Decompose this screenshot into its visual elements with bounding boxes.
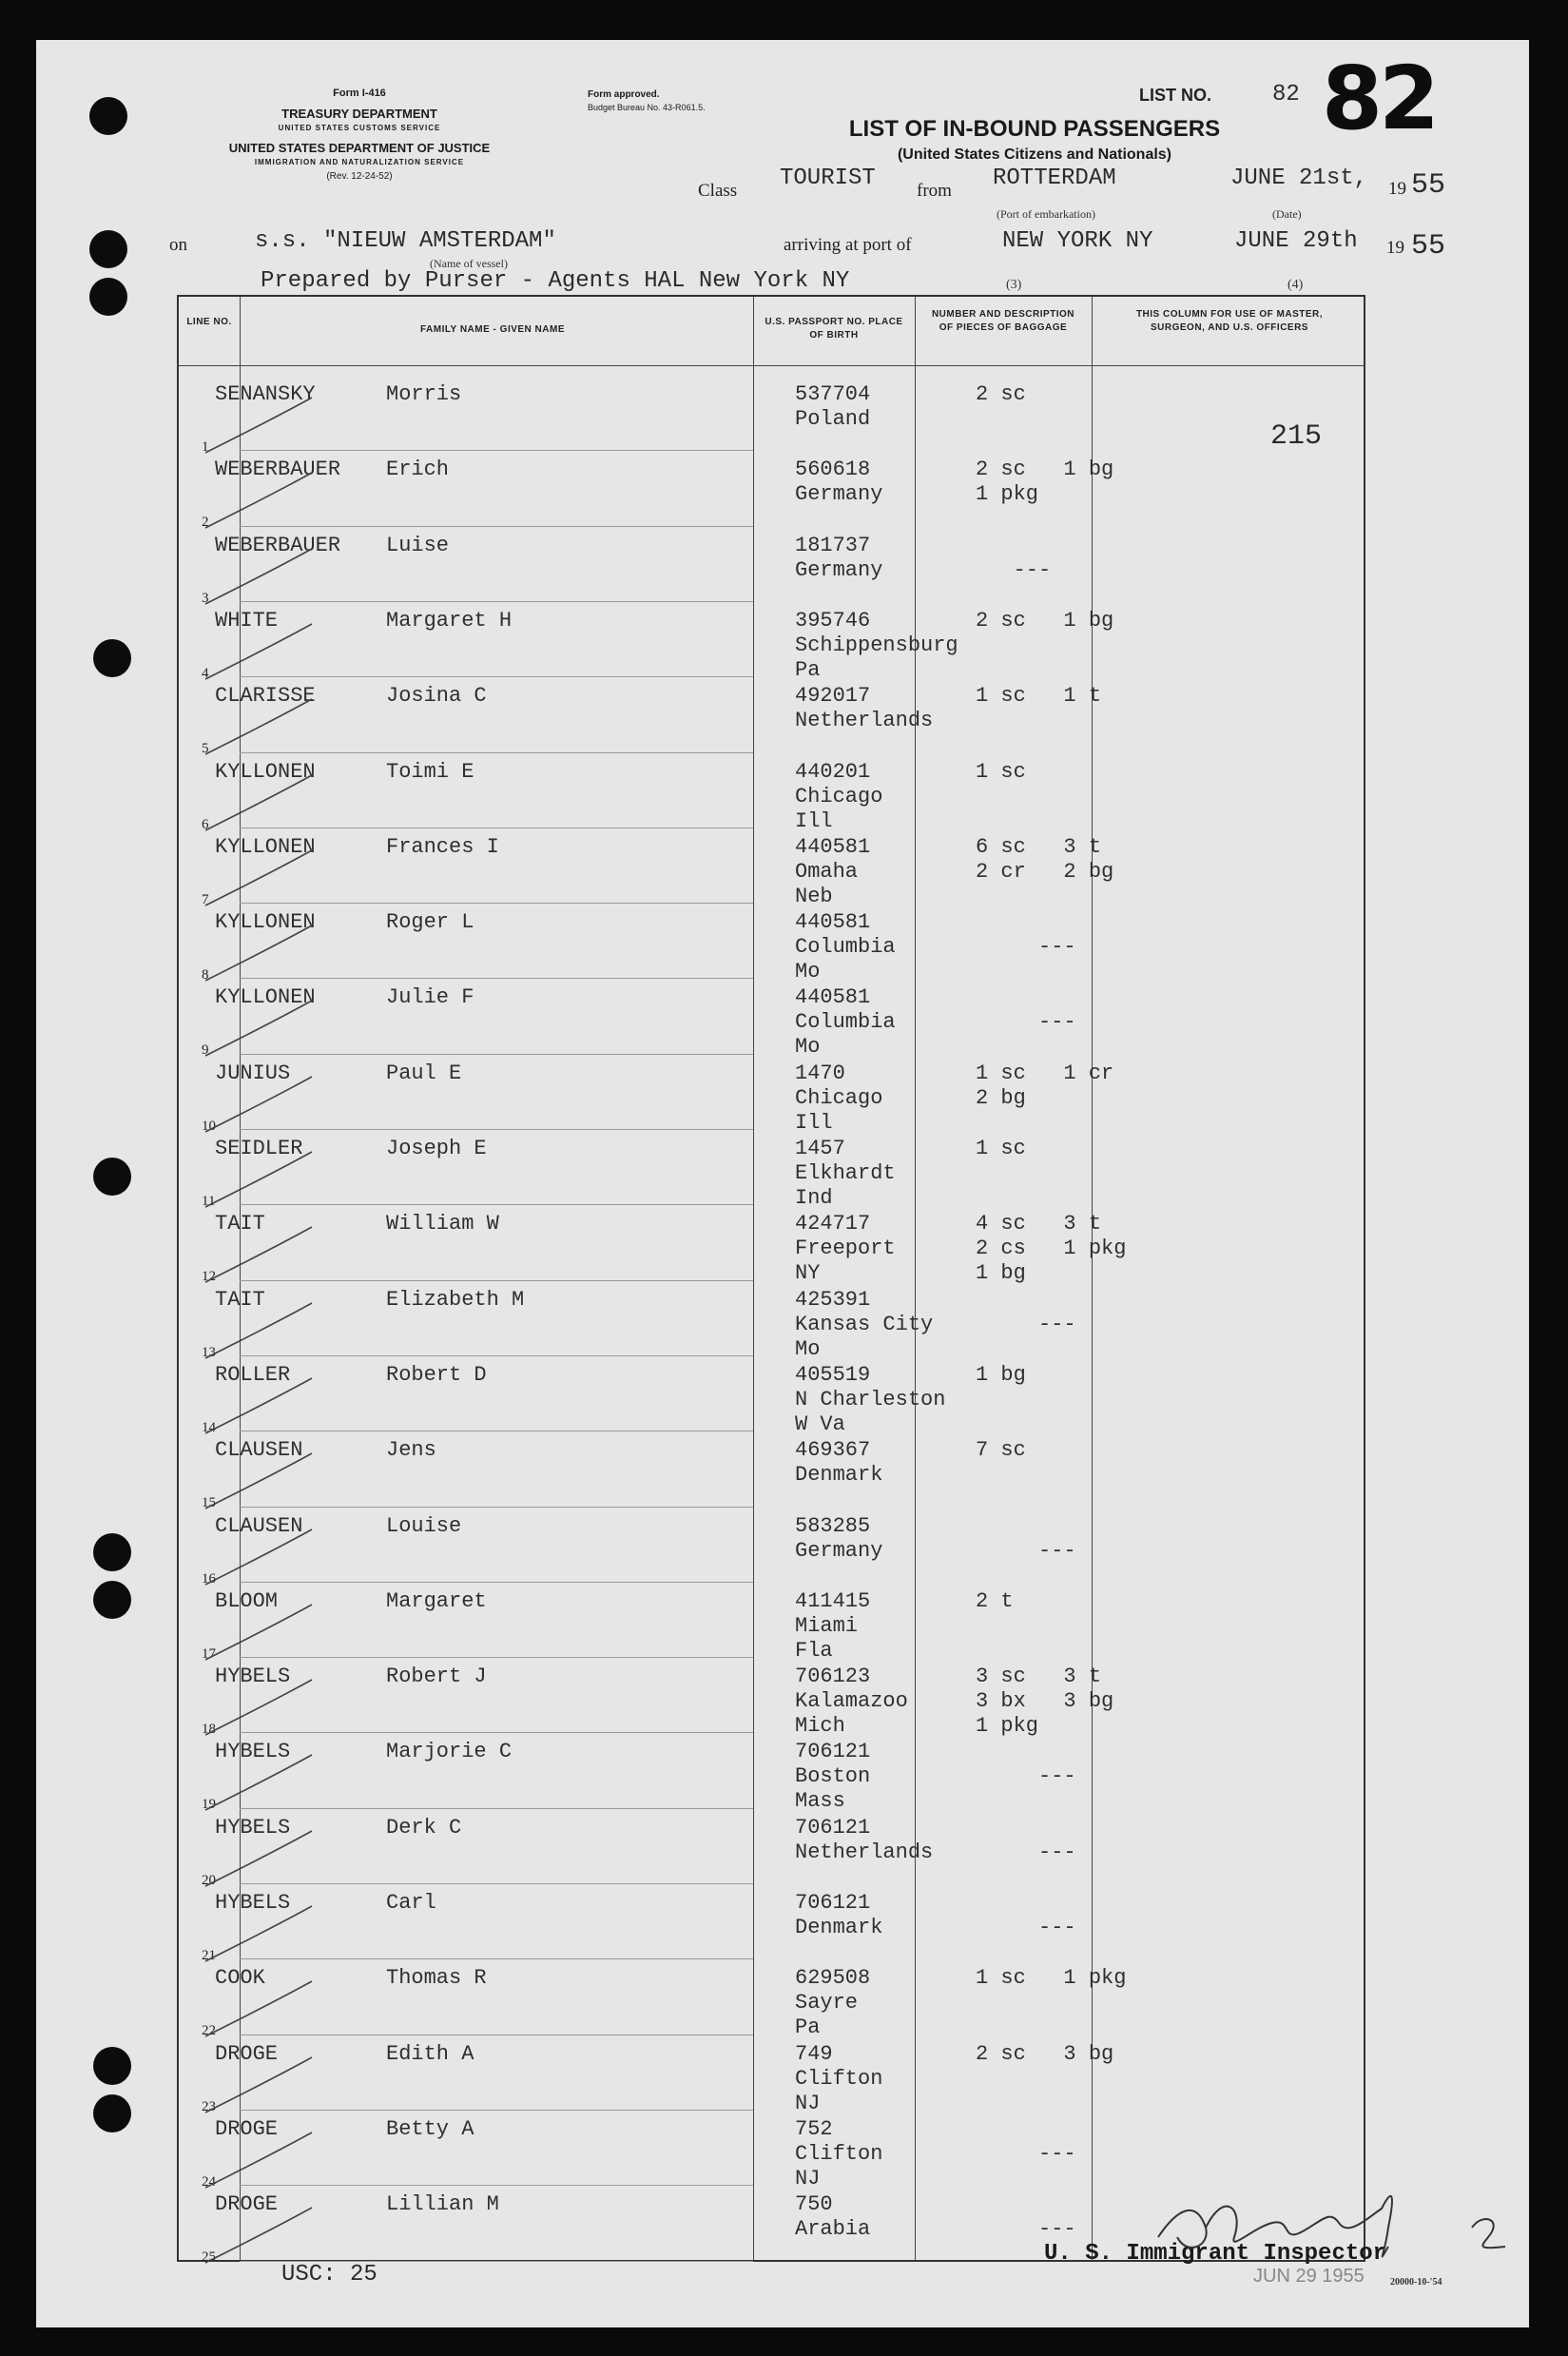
col4-caption: (4): [1287, 278, 1304, 292]
given-name: Joseph E: [386, 1137, 487, 1160]
passport-birthplace: 749 Clifton NJ: [795, 2041, 883, 2115]
table-row: [179, 458, 1367, 533]
given-name: Betty A: [386, 2116, 474, 2141]
baggage: 7 sc: [976, 1438, 1026, 1463]
given-name: Lillian M: [386, 2192, 499, 2217]
table-row: [179, 534, 1367, 609]
form-number: Form I-416: [333, 88, 386, 99]
baggage: ---: [1038, 2141, 1076, 2166]
given-name: William W: [386, 1212, 499, 1236]
check-mark: [198, 1522, 321, 1598]
punch-hole: [93, 2047, 131, 2085]
passport-birthplace: 560618 Germany: [795, 458, 883, 507]
row-divider: [240, 450, 753, 451]
baggage: ---: [1038, 1538, 1076, 1563]
usc-count: USC: 25: [281, 2262, 377, 2288]
form-approved: Form approved.: [588, 89, 660, 100]
line-number: 25: [202, 2249, 216, 2266]
check-mark: [198, 2050, 321, 2126]
col-name: FAMILY NAME - GIVEN NAME: [419, 324, 565, 335]
check-mark: [198, 918, 321, 994]
family-name: KYLLONEN: [215, 985, 316, 1010]
baggage: 2 sc 1 bg 1 pkg: [976, 458, 1114, 507]
given-name: Robert J: [386, 1665, 487, 1689]
baggage: 2 sc 1 bg: [976, 608, 1114, 633]
family-name: DROGE: [215, 2116, 279, 2141]
line-number: 20: [202, 1872, 216, 1888]
check-mark: [198, 1747, 321, 1823]
row-divider: [240, 1732, 753, 1733]
baggage: 4 sc 3 t 2 cs 1 pkg 1 bg: [976, 1212, 1127, 1286]
passport-birthplace: 424717 Freeport NY: [795, 1212, 896, 1286]
table-row: [179, 1363, 1367, 1438]
passport-birthplace: 1470 Chicago Ill: [795, 1061, 883, 1135]
given-name: Paul E: [386, 1061, 462, 1085]
baggage: ---: [1038, 1840, 1076, 1864]
table-row: [179, 1288, 1367, 1363]
given-name: Morris: [386, 382, 462, 406]
given-name: Erich: [386, 458, 450, 482]
family-name: CLARISSE: [215, 684, 316, 709]
line-number: 22: [202, 2023, 216, 2039]
family-name: KYLLONEN: [215, 759, 316, 784]
passport-birthplace: 583285 Germany: [795, 1513, 883, 1563]
table-row: [179, 985, 1367, 1061]
class-value: TOURIST: [780, 166, 876, 191]
given-name: Robert D: [386, 1362, 487, 1387]
given-name: Elizabeth M: [386, 1287, 525, 1312]
list-no-label: LIST NO.: [1139, 86, 1211, 105]
check-mark: [198, 1597, 321, 1673]
passport-birthplace: 440581 Columbia Mo: [795, 910, 896, 984]
given-name: Josina C: [386, 684, 487, 709]
check-mark: [198, 843, 321, 919]
row-divider: [240, 1204, 753, 1205]
table-row: [179, 1966, 1367, 2041]
from-label: from: [917, 181, 952, 201]
check-mark: [198, 1371, 321, 1447]
family-name: WEBERBAUER: [215, 458, 341, 482]
col-officers: THIS COLUMN FOR USE OF MASTER, SURGEON, AND U.S. OFFICERS: [1135, 309, 1324, 333]
row-divider: [240, 601, 753, 602]
row-divider: [240, 526, 753, 527]
check-mark: [198, 1295, 321, 1372]
passport-birthplace: 629508 Sayre Pa: [795, 1966, 871, 2040]
check-mark: [198, 691, 321, 768]
baggage: 1 bg: [976, 1362, 1026, 1387]
passport-birthplace: 492017 Netherlands: [795, 684, 934, 733]
check-mark: [198, 1672, 321, 1748]
col-baggage: NUMBER AND DESCRIPTION OF PIECES OF BAGGAGE: [931, 309, 1075, 333]
family-name: CLAUSEN: [215, 1438, 303, 1463]
from-value: ROTTERDAM: [993, 166, 1116, 191]
given-name: Edith A: [386, 2041, 474, 2066]
check-mark: [198, 465, 321, 541]
col-passport: U.S. PASSPORT NO. PLACE OF BIRTH: [765, 317, 903, 341]
family-name: HYBELS: [215, 1665, 291, 1689]
table-row: [179, 760, 1367, 835]
vessel-name: s.s. "NIEUW AMSTERDAM": [255, 228, 556, 254]
family-name: WEBERBAUER: [215, 533, 341, 557]
baggage: 6 sc 3 t 2 cr 2 bg: [976, 834, 1114, 884]
table-row: [179, 1891, 1367, 1966]
date-caption: (Date): [1272, 207, 1302, 221]
dep-year: 55: [1411, 169, 1446, 202]
passport-birthplace: 440201 Chicago Ill: [795, 759, 883, 833]
baggage: ---: [1038, 1010, 1076, 1035]
baggage: 1 sc: [976, 759, 1026, 784]
check-mark: [198, 993, 321, 1069]
line-number: 5: [202, 741, 209, 757]
passport-birthplace: 440581 Columbia Mo: [795, 985, 896, 1060]
line-number: 9: [202, 1042, 209, 1059]
baggage: 1 sc 1 t: [976, 684, 1102, 709]
check-mark: [198, 1446, 321, 1522]
family-name: ROLLER: [215, 1362, 291, 1387]
family-name: SENANSKY: [215, 382, 316, 406]
passport-birthplace: 706121 Denmark: [795, 1891, 883, 1939]
vessel-caption: (Name of vessel): [430, 257, 508, 270]
inspector-label: U. S. Immigrant Inspector: [1044, 2241, 1387, 2267]
class-label: Class: [698, 181, 738, 201]
baggage: ---: [1038, 2217, 1076, 2242]
row-divider: [240, 1657, 753, 1658]
line-number: 10: [202, 1118, 216, 1134]
revision: (Rev. 12-24-52): [326, 171, 393, 182]
treasury-dept: TREASURY DEPARTMENT: [281, 107, 437, 121]
line-number: 11: [202, 1194, 216, 1209]
punch-hole: [93, 2094, 131, 2132]
dep-year-prefix: 19: [1388, 179, 1406, 199]
family-name: WHITE: [215, 608, 279, 633]
baggage: ---: [1038, 1764, 1076, 1789]
row-divider: [240, 903, 753, 904]
port-embark-caption: (Port of embarkation): [997, 207, 1095, 221]
line-number: 7: [202, 891, 209, 907]
line-number: 4: [202, 665, 209, 681]
col3-caption: (3): [1006, 278, 1022, 292]
passport-birthplace: 440581 Omaha Neb: [795, 834, 871, 908]
row-divider: [240, 752, 753, 753]
table-row: [179, 2042, 1367, 2117]
arrival-port: NEW YORK NY: [1002, 228, 1153, 254]
print-code: 20000-10-'54: [1390, 2277, 1442, 2288]
check-mark: [198, 1219, 321, 1295]
passport-birthplace: 425391 Kansas City Mo: [795, 1287, 934, 1361]
family-name: BLOOM: [215, 1588, 279, 1613]
baggage: 2 sc: [976, 382, 1026, 406]
ins-service: IMMIGRATION AND NATURALIZATION SERVICE: [254, 158, 465, 166]
check-mark: [198, 1823, 321, 1899]
passport-birthplace: 411415 Miami Fla: [795, 1588, 871, 1663]
punch-hole: [89, 230, 127, 268]
baggage: ---: [1038, 1312, 1076, 1336]
passenger-list-sheet: [36, 40, 1529, 2327]
line-number: 23: [202, 2098, 216, 2114]
check-mark: [198, 1144, 321, 1220]
row-divider: [240, 1582, 753, 1583]
list-no-typed: 82: [1272, 82, 1300, 107]
given-name: Carl: [386, 1891, 436, 1915]
baggage: 3 sc 3 t 3 bx 3 bg 1 pkg: [976, 1665, 1114, 1739]
punch-hole: [89, 278, 127, 316]
budget-bureau: Budget Bureau No. 43-R061.5.: [588, 103, 706, 112]
check-mark: [198, 768, 321, 844]
family-name: CLAUSEN: [215, 1513, 303, 1538]
passport-birthplace: 706121 Boston Mass: [795, 1740, 871, 1814]
table-row: [179, 835, 1367, 910]
family-name: COOK: [215, 1966, 265, 1991]
table-row: [179, 382, 1367, 458]
table-row: [179, 910, 1367, 985]
row-divider: [240, 1129, 753, 1130]
family-name: HYBELS: [215, 1740, 291, 1764]
punch-hole: [89, 97, 127, 135]
passport-birthplace: 537704 Poland: [795, 382, 871, 431]
row-divider: [240, 1355, 753, 1356]
arriving-label: arriving at port of: [784, 235, 912, 255]
officer-note: 215: [1270, 420, 1323, 453]
punch-hole: [93, 1581, 131, 1619]
table-row: [179, 1212, 1367, 1287]
on-label: on: [169, 235, 187, 255]
line-number: 2: [202, 515, 209, 531]
table-row: [179, 1061, 1367, 1137]
passenger-table: [177, 295, 1365, 2266]
arr-year-prefix: 19: [1386, 238, 1404, 258]
check-mark: [198, 616, 321, 692]
family-name: TAIT: [215, 1212, 265, 1236]
baggage: 1 sc: [976, 1137, 1026, 1160]
row-divider: [240, 1054, 753, 1055]
family-name: KYLLONEN: [215, 834, 316, 859]
passport-birthplace: 752 Clifton NJ: [795, 2116, 883, 2190]
row-divider: [240, 1808, 753, 1809]
line-number: 13: [202, 1344, 216, 1360]
row-divider: [240, 1507, 753, 1508]
table-row: [179, 684, 1367, 759]
family-name: DROGE: [215, 2041, 279, 2066]
given-name: Luise: [386, 533, 450, 557]
passport-birthplace: 750 Arabia: [795, 2192, 871, 2242]
punch-hole: [93, 1158, 131, 1196]
row-divider: [240, 2110, 753, 2111]
row-divider: [240, 1883, 753, 1884]
row-divider: [240, 1280, 753, 1281]
baggage: ---: [1038, 935, 1076, 960]
line-number: 18: [202, 1722, 216, 1738]
table-row: [179, 1740, 1367, 1815]
baggage: 1 sc 1 cr 2 bg: [976, 1061, 1114, 1110]
line-number: 1: [202, 439, 209, 455]
baggage: ---: [1013, 557, 1052, 582]
family-name: TAIT: [215, 1287, 265, 1312]
given-name: Toimi E: [386, 759, 474, 784]
given-name: Thomas R: [386, 1966, 487, 1991]
given-name: Margaret H: [386, 608, 513, 633]
table-row: [179, 1438, 1367, 1513]
line-number: 6: [202, 816, 209, 832]
baggage: ---: [1038, 1916, 1076, 1939]
table-row: [179, 1137, 1367, 1212]
baggage: 1 sc 1 pkg: [976, 1966, 1127, 1991]
date-stamp: JUN 29 1955: [1253, 2266, 1365, 2287]
row-divider: [240, 1958, 753, 1959]
line-number: 21: [202, 1948, 216, 1963]
table-row: [179, 609, 1367, 684]
check-mark: [198, 541, 321, 617]
check-mark: [198, 2125, 321, 2201]
punch-hole: [93, 1533, 131, 1571]
line-number: 3: [202, 590, 209, 606]
passport-birthplace: 395746 Schippensburg Pa: [795, 608, 958, 682]
family-name: HYBELS: [215, 1815, 291, 1840]
passport-birthplace: 469367 Denmark: [795, 1438, 883, 1488]
check-mark: [198, 1974, 321, 2050]
given-name: Roger L: [386, 910, 474, 935]
justice-dept: UNITED STATES DEPARTMENT OF JUSTICE: [228, 141, 491, 155]
family-name: JUNIUS: [215, 1061, 291, 1085]
baggage: 2 sc 3 bg: [976, 2041, 1114, 2066]
given-name: Marjorie C: [386, 1740, 513, 1764]
passport-birthplace: 181737 Germany: [795, 533, 883, 582]
family-name: HYBELS: [215, 1891, 291, 1915]
given-name: Derk C: [386, 1815, 462, 1840]
departure-date: JUNE 21st,: [1230, 166, 1368, 191]
line-number: 8: [202, 967, 209, 983]
passport-birthplace: 405519 N Charleston W Va: [795, 1362, 946, 1436]
given-name: Louise: [386, 1513, 462, 1538]
line-number: 14: [202, 1419, 216, 1435]
inspector-signature: [1139, 2171, 1539, 2275]
line-number: 19: [202, 1797, 216, 1813]
passport-birthplace: 706123 Kalamazoo Mich: [795, 1665, 908, 1739]
passport-birthplace: 1457 Elkhardt Ind: [795, 1137, 896, 1210]
line-number: 24: [202, 2173, 216, 2190]
given-name: Jens: [386, 1438, 436, 1463]
col-line-no: LINE NO.: [186, 317, 232, 327]
list-subtitle: (United States Citizens and Nationals): [897, 146, 1172, 163]
passport-birthplace: 706121 Netherlands: [795, 1815, 934, 1864]
arrival-date: JUNE 29th: [1234, 228, 1358, 254]
line-number: 16: [202, 1570, 216, 1587]
family-name: SEIDLER: [215, 1137, 303, 1160]
line-number: 15: [202, 1495, 216, 1511]
line-number: 12: [202, 1269, 216, 1285]
line-number: 17: [202, 1645, 216, 1662]
baggage: 2 t: [976, 1588, 1014, 1613]
punch-hole: [93, 639, 131, 677]
check-mark: [198, 390, 321, 466]
table-row: [179, 1514, 1367, 1589]
customs-service: UNITED STATES CUSTOMS SERVICE: [278, 124, 441, 132]
row-divider: [240, 2185, 753, 2186]
list-title: LIST OF IN-BOUND PASSENGERS: [848, 116, 1221, 142]
family-name: DROGE: [215, 2192, 279, 2217]
table-row: [179, 1589, 1367, 1665]
given-name: Julie F: [386, 985, 474, 1010]
check-mark: [198, 1898, 321, 1975]
arr-year: 55: [1411, 230, 1446, 263]
given-name: Frances I: [386, 834, 499, 859]
check-mark: [198, 1069, 321, 1145]
list-no-stamp: 82: [1322, 48, 1437, 149]
row-divider: [240, 978, 753, 979]
table-row: [179, 1665, 1367, 1740]
given-name: Margaret: [386, 1588, 487, 1613]
row-divider: [240, 676, 753, 677]
family-name: KYLLONEN: [215, 910, 316, 935]
prepared-by: Prepared by Purser - Agents HAL New York NY: [261, 268, 850, 294]
table-row: [179, 1816, 1367, 1891]
